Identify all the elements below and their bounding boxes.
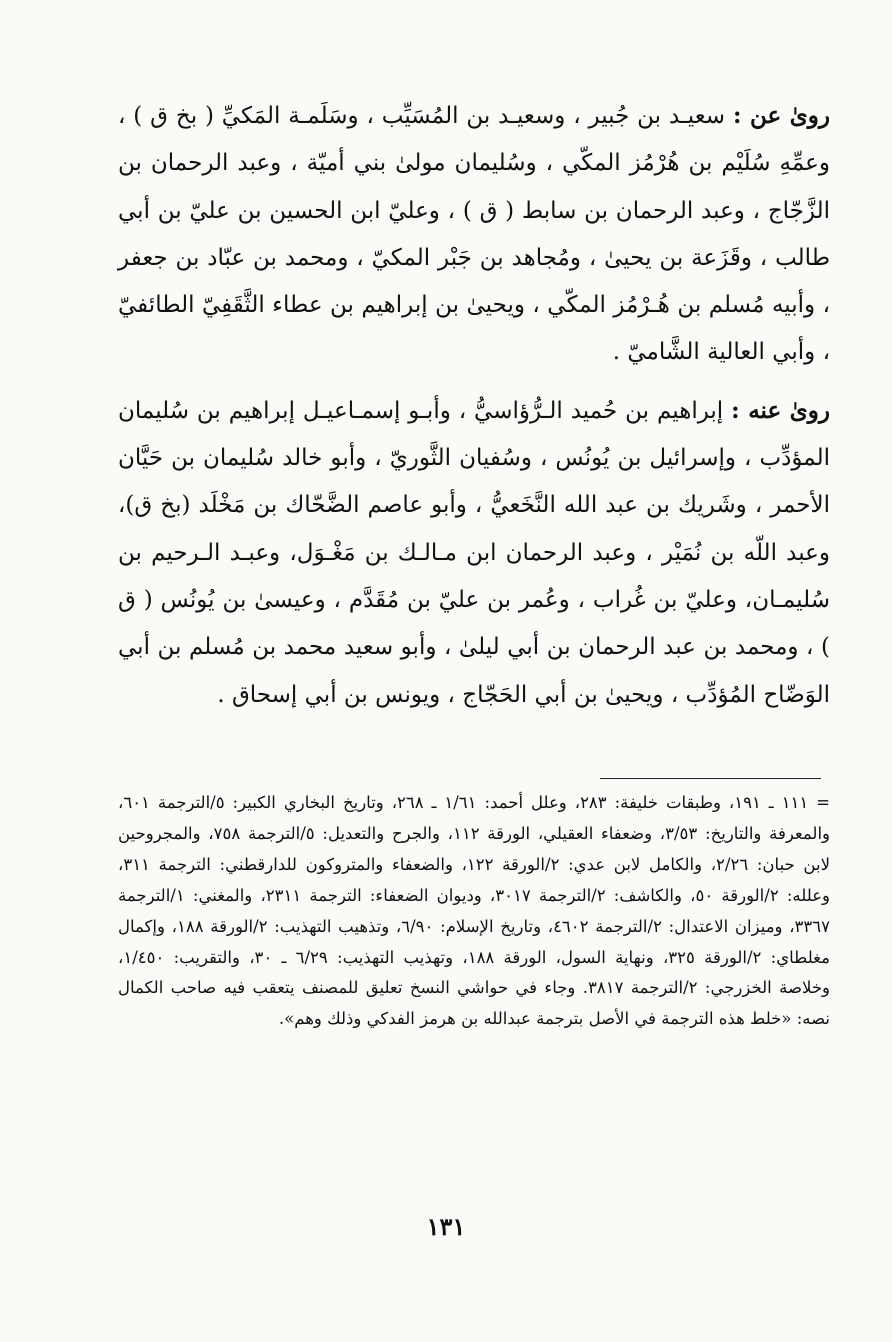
- narrated-by-label: روىٰ عنه :: [731, 396, 831, 424]
- narrated-by-text: إبراهيم بن حُميد الـرُّؤاسيُّ ، وأبـو إسمـاعيـل إبراهيم بن سُليمان المؤدِّب ، وإسرائيل بن يُونُس ، وسُفيان الثَّوريّ ، وأبو خالد سُليمان بن حَيَّان الأحمر ، وشَريك بن عبد الله النَّخَعيُّ ، وأبو عاصم الضَّحّاك بن مَخْلَد (بخ ق)، وعبد اللّه بن نُمَيْر ، وعبد الرحمان ابن مـالـك بن مَغْـوَل، وعبـد الـرحيم بن سُليمـان، وعليّ بن غُراب ، وعُمر بن عليّ بن مُقَدَّم ، وعيسىٰ بن يُونُس ( ق ) ، ومحمد بن عبد الرحمان بن أبي ليلىٰ ، وأبو سعيد محمد بن مُسلم بن أبي الوَضّاح المُؤدِّب ، ويحيىٰ بن أبي الحَجّاج ، ويونس بن أبي إسحاق .: [118, 397, 830, 708]
- narrators-to-paragraph: [118, 387, 830, 719]
- narrators-from-paragraph: [118, 92, 830, 377]
- narrated-from-text: سعيـد بن جُبير ، وسعيـد بن المُسَيِّب ، وسَلَمـة المَكيِّ ( بخ ق ) ، وعمِّهِ سُلَيْم بن هُرْمُز المكّي ، وسُليمان مولىٰ بني أميّة ، وعبد الرحمان بن الزَّجّاج ، وعبد الرحمان بن سابط ( ق ) ، وعليّ ابن الحسين بن عليّ بن أبي طالب ، وقَزَعة بن يحيىٰ ، ومُجاهد بن جَبْر المكيّ ، ومحمد بن عبّاد بن جعفر ، وأبيه مُسلم بن هُـرْمُز المكّي ، ويحيىٰ بن إبراهيم بن عطاء الثَّقَفِيّ الطائفيّ ، وأبي العالية الشَّاميّ .: [118, 103, 830, 366]
- footnote-paragraph: [118, 788, 830, 1035]
- narrated-from-label: روىٰ عن :: [732, 102, 831, 129]
- footnote-text: ١١١ ـ ١٩١، وطبقات خليفة: ٢٨٣، وعلل أحمد: ١/٦١ ـ ٢٦٨، وتاريخ البخاري الكبير: ٥/الترجمة ٦٠١، والمعرفة والتاريخ: ٣/٥٣، وضعفاء العقيلي، الورقة ١١٢، والجرح والتعديل: ٥/الترجمة ٧٥٨، والمجروحين لابن حبان: ٢/٢٦، والكامل لابن عدي: ٢/الورقة ١٢٢، والضعفاء والمتروكون للدارقطني: الترجمة ٣١١، وعلله: ٢/الورقة ٥٠، والكاشف: ٢/الترجمة ٣٠١٧، وديوان الضعفاء: الترجمة ٢٣١١، والمغني: ١/الترجمة ٣٣٦٧، وميزان الاعتدال: ٢/الترجمة ٤٦٠٢، وتاريخ الإسلام: ٦/٩٠، وتذهيب التهذيب: ٢/الورقة ١٨٨، وإكمال مغلطاي: ٢/الورقة ٣٢٥، ونهاية السول، الورقة ١٨٨، وتهذيب التهذيب: ٦/٢٩ ـ ٣٠، والتقريب: ١/٤٥٠، وخلاصة الخزرجي: ٢/الترجمة ٣٨١٧. وجاء في حواشي النسخ تعليق للمصنف يتعقب فيه صاحب الكمال نصه: «خلط هذه الترجمة في الأصل بترجمة عبدالله بن هرمز الفدكي وذلك وهم».: [118, 793, 831, 1029]
- page-number: ١٣١: [426, 1212, 466, 1241]
- main-text: [118, 92, 830, 719]
- footnote-separator: [600, 778, 821, 779]
- footnote-continuation-mark: =: [816, 793, 830, 812]
- footnote: [118, 788, 830, 1035]
